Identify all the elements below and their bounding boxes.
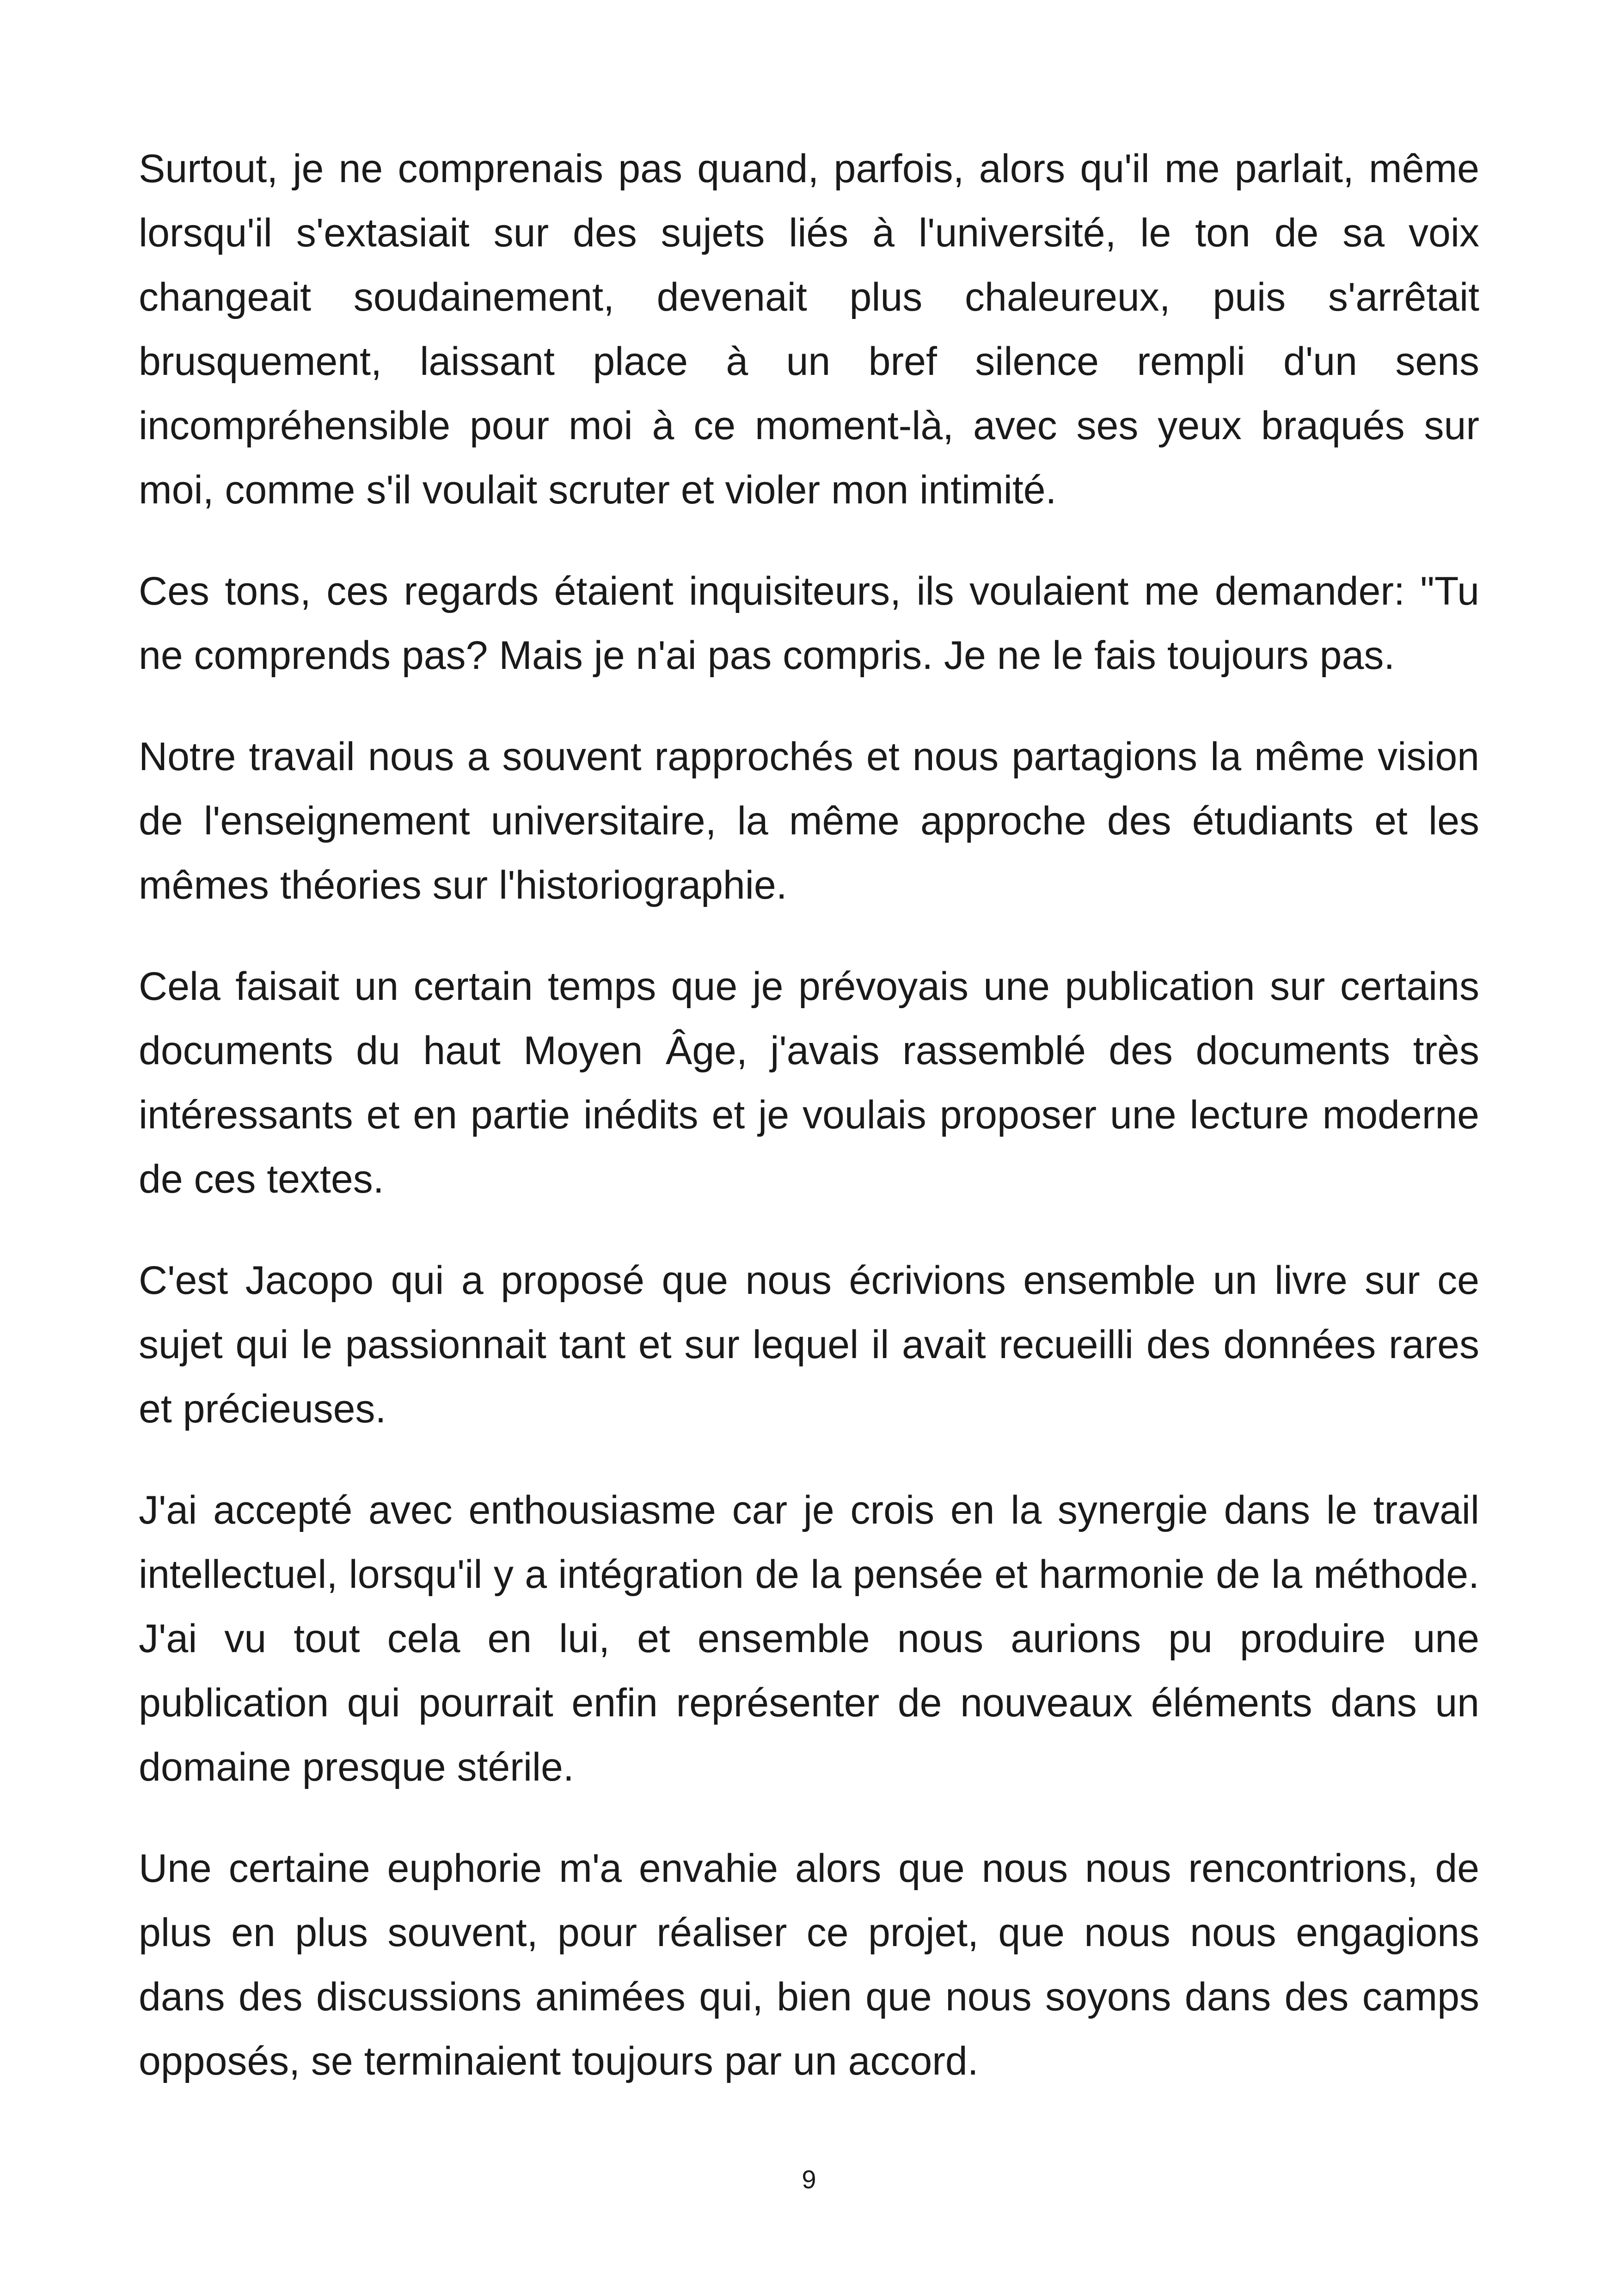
paragraph-3: Notre travail nous a souvent rapprochés et nous partagions la même vision de l'enseignement universitaire, la même approche des étudiants et les mêmes théories sur l'historiographie. bbox=[139, 735, 1479, 907]
paragraph-6: J'ai accepté avec enthousiasme car je crois en la synergie dans le travail intellectuel, lorsqu'il y a intégration de la pensée et harmonie de la méthode. J'ai vu tout cela en lui, et ensemble nous aurions pu produire une publication qui pourrait enfin représenter de nouveaux éléments dans un domaine presque stérile. bbox=[139, 1488, 1479, 1789]
page-number: 9 bbox=[802, 2165, 816, 2194]
paragraph-1: Surtout, je ne comprenais pas quand, parfois, alors qu'il me parlait, même lorsqu'il s'extasiait sur des sujets liés à l'université, le ton de sa voix changeait soudainement, devenait plus chaleureux, puis s'arrêtait brusquement, laissant place à un bref silence rempli d'un sens incompréhensible pour moi à ce moment-là, avec ses yeux braqués sur moi, comme s'il voulait scruter et violer mon intimité. bbox=[139, 147, 1479, 512]
paragraph-7: Une certaine euphorie m'a envahie alors que nous nous rencontrions, de plus en plus souvent, pour réaliser ce projet, que nous nous engagions dans des discussions animées qui, bien que nous soyons dans des camps opposés, se terminaient toujours par un accord. bbox=[139, 1846, 1479, 2083]
paragraph-5: C'est Jacopo qui a proposé que nous écrivions ensemble un livre sur ce sujet qui le passionnait tant et sur lequel il avait recueilli des données rares et précieuses. bbox=[139, 1258, 1479, 1431]
paragraph-4: Cela faisait un certain temps que je prévoyais une publication sur certains documents du haut Moyen Âge, j'avais rassemblé des documents très intéressants et en partie inédits et je voulais proposer une lecture moderne de ces textes. bbox=[139, 964, 1479, 1201]
paragraph-2: Ces tons, ces regards étaient inquisiteurs, ils voulaient me demander: "Tu ne comprends pas? Mais je n'ai pas compris. Je ne le fais toujours pas. bbox=[139, 569, 1479, 678]
body-text bbox=[139, 137, 1479, 2131]
